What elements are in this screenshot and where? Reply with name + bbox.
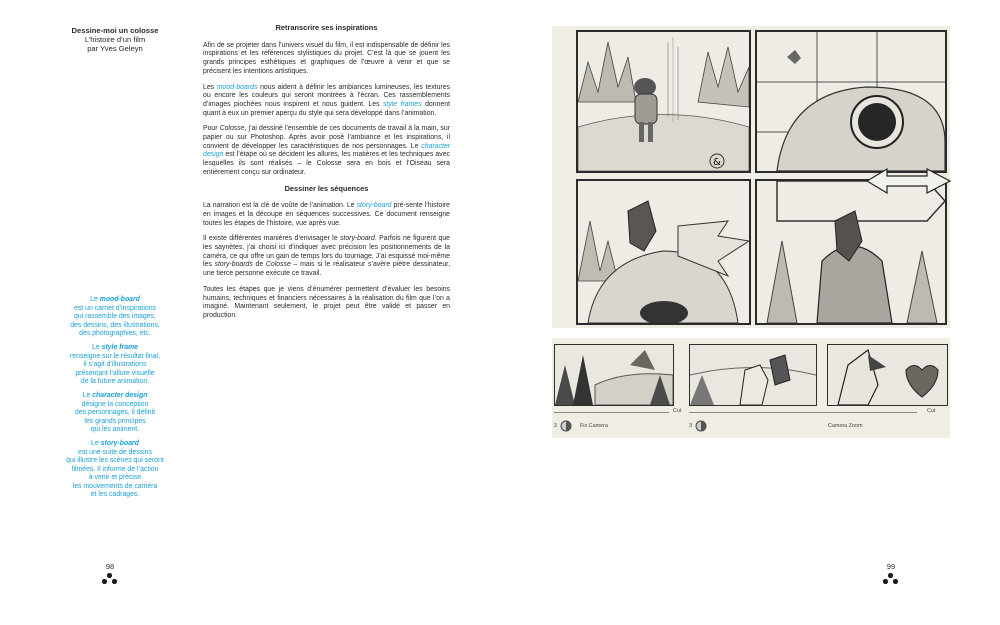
glossary-entry: Le story-board est une suite de dessins qui illustre les scènes qui seront filmées. Il informe de l’action à venir et précise les mouvements de caméra et les cadrages. (66, 439, 164, 499)
page-number-right: 99 (886, 562, 896, 571)
term-character-design: character design (203, 142, 450, 159)
term-mood-boards: mood-boards (216, 83, 258, 91)
section-heading-sequences: Dessiner les séquences (284, 183, 369, 193)
storyboard-panel-colossus-stump (755, 179, 947, 325)
book-title: Dessine-moi un colosse (71, 26, 159, 35)
strip-shot-number-2: 3 (689, 423, 692, 429)
section-heading-inspirations: Retranscrire ses inspirations (275, 23, 378, 32)
glossary-entry: Le style frame renseigne sur le résultat final, il s’agit d’illustrations présentant l’allure visuelle de la future animation. (69, 343, 160, 386)
strip-panel-bird-zoom (827, 344, 948, 406)
book-header (40, 26, 190, 54)
glossary-sidebar (40, 296, 190, 505)
page-ornament-left (100, 573, 120, 587)
term-story-board: story-board (356, 202, 392, 210)
storyboard-sheet (552, 26, 950, 328)
book-subtitle: L’histoire d’un film (84, 35, 146, 45)
main-text-column (203, 24, 450, 328)
strip-cut-label-1: Cut (673, 408, 682, 414)
glossary-entry: Le character design désigne la conception des personnages, il définit les grands principes qui les animent. (74, 391, 156, 434)
strip-camera-label-1: Fix Camera (580, 423, 608, 429)
paragraph: Les mood-boards nous aident à définir les ambiances lumineuses, les textures ou encore les couleurs qui seront montrées à l’écran. Ces rassemblements d’images piochées nous inspirent et nous guident. Les style frames donnent quant à eux un premier aperçu du style qui sera développé dans l’animation. (203, 83, 451, 117)
paragraph: Toutes les étapes que je viens d’énumérer permettent d’évaluer les besoins humains, techniques et financiers nécessaires à la réalisation du film que l’on a imaginé. Maintenant seulement, le projet peut être validé et passer en production. (203, 285, 450, 319)
camera-dial-icon (695, 420, 707, 432)
storyboard-panel-robot (576, 30, 751, 173)
strip-panel-bird-fix (689, 344, 817, 406)
storyboard-panel-porthole (755, 30, 947, 173)
strip-cut-label-2: Cut (927, 408, 936, 414)
storyboard-panel-bird-on-rock (576, 179, 751, 325)
paragraph: Il existe différentes manières d’envisager le story-board. Parfois ne figurent que les saynètes, j’ai choisi ici d’indiquer avec précision les positionnements de la caméra, ce qui offre un gain de temps lors du tournage. J’ai esquissé moi-même les story-boards de Colosse – mais si le réalisateur s’avère piètre dessinateur, une tierce personne exécute ce travail. (203, 235, 450, 278)
strip-timeline-2 (689, 412, 917, 413)
camera-move-arrow-icon (862, 166, 952, 196)
paragraph: Afin de se projeter dans l’univers visuel du film, il est indispensable de définir les inspirations et les références stylistiques du projet. C’est là que se jouent les grands principes esthétiques et graphiques de l’œuvre à venir et que se précisent les intentions artistiques. (203, 41, 450, 75)
book-author: par Yves Geleyn (87, 44, 143, 54)
strip-shot-number-1: 3 (554, 423, 557, 429)
strip-camera-label-2: Camera Zoom (828, 423, 863, 429)
glossary-entry: Le mood-board est un carnet d’inspirations qui rassemble des images, des dessins, des illustrations, des photographies, etc. (70, 296, 160, 338)
paragraph: La narration est la clé de voûte de l’animation. Le story-board pré-sente l’histoire en images et la découpe en séquences successives. Ce document renseigne toutes les étapes de l’histoire, vue après vue. (203, 202, 450, 227)
page-number-left: 98 (105, 562, 115, 571)
storyboard-strip (552, 338, 950, 438)
strip-timeline-1 (554, 412, 669, 413)
term-style-frames: style frames (382, 100, 422, 108)
paragraph: Pour Colosse, j’ai dessiné l’ensemble de ces documents de travail à la main, sur papier ou sur Photoshop. Après avoir posé l’ambiance et les inspirations, il convient de développer les caractéristiques de nos personnages. Le character design est l’étape où se décident les allures, les matières et les techniques avec lesquelles ils sont réalisés – le Colosse sera en bois et l’Oiseau sera entièrement conçu sur ordinateur. (203, 125, 450, 176)
svg-text:&: & (713, 157, 721, 168)
page-ornament-right (881, 573, 901, 587)
camera-dial-icon (560, 420, 572, 432)
strip-panel-mountains (554, 344, 674, 406)
